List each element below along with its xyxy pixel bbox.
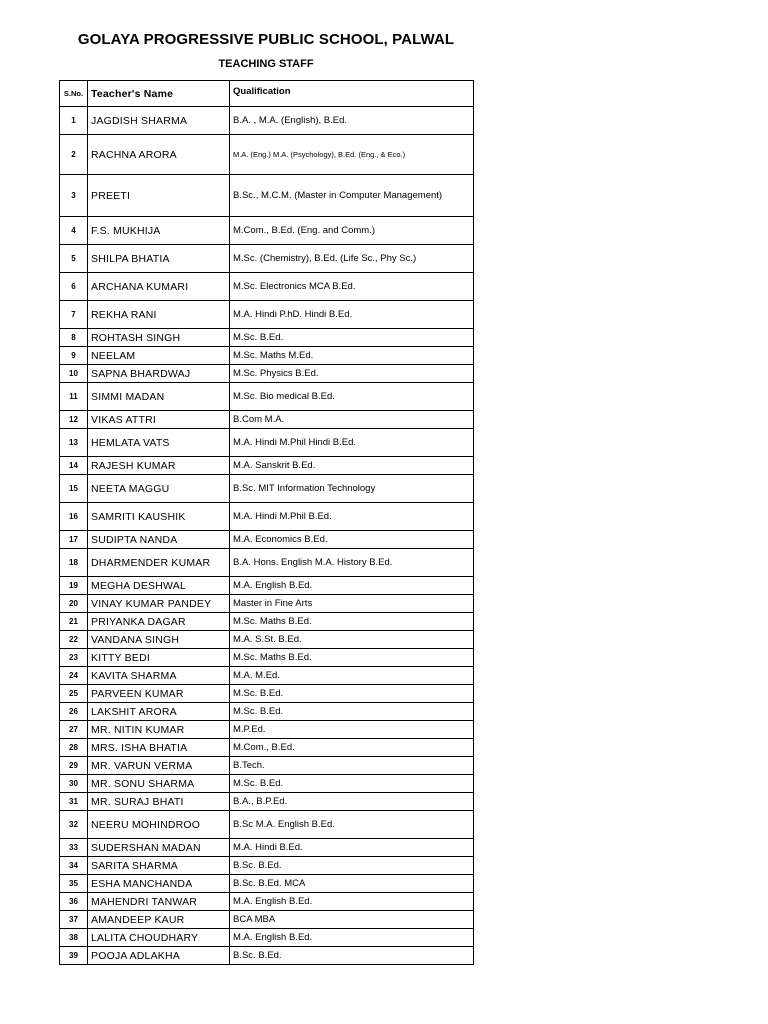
row-sno: 27 <box>60 721 88 739</box>
row-qualification: M.Sc. Maths B.Ed. <box>230 649 474 667</box>
row-sno: 5 <box>60 245 88 273</box>
row-name: VANDANA SINGH <box>88 631 230 649</box>
row-qualification: M.A. Hindi P.hD. Hindi B.Ed. <box>230 301 474 329</box>
table-row <box>60 329 474 347</box>
table-row <box>60 365 474 383</box>
row-name: HEMLATA VATS <box>88 429 230 457</box>
table-row <box>60 793 474 811</box>
row-sno: 26 <box>60 703 88 721</box>
table-row <box>60 839 474 857</box>
row-name: PRIYANKA DAGAR <box>88 613 230 631</box>
row-qualification: B.Tech. <box>230 757 474 775</box>
table-row <box>60 631 474 649</box>
row-sno: 15 <box>60 475 88 503</box>
row-name: NEETA MAGGU <box>88 475 230 503</box>
row-qualification: M.Sc. B.Ed. <box>230 685 474 703</box>
row-sno: 4 <box>60 217 88 245</box>
row-name: SIMMI MADAN <box>88 383 230 411</box>
row-qualification: M.Sc. Maths B.Ed. <box>230 613 474 631</box>
row-qualification: B.Sc., M.C.M. (Master in Computer Management) <box>230 175 474 217</box>
row-qualification: Master in Fine Arts <box>230 595 474 613</box>
row-qualification: M.A. Hindi M.Phil Hindi B.Ed. <box>230 429 474 457</box>
row-name: REKHA RANI <box>88 301 230 329</box>
table-row <box>60 875 474 893</box>
row-qualification: M.Com., B.Ed. <box>230 739 474 757</box>
row-name: NEELAM <box>88 347 230 365</box>
section-title: TEACHING STAFF <box>218 58 314 70</box>
table-row <box>60 613 474 631</box>
table-row <box>60 757 474 775</box>
row-name: SARITA SHARMA <box>88 857 230 875</box>
teaching-staff-table <box>59 80 474 965</box>
column-header-qualification: Qualification <box>230 81 474 107</box>
row-sno: 35 <box>60 875 88 893</box>
table-row <box>60 947 474 965</box>
row-name: KAVITA SHARMA <box>88 667 230 685</box>
row-sno: 6 <box>60 273 88 301</box>
row-sno: 7 <box>60 301 88 329</box>
row-sno: 14 <box>60 457 88 475</box>
row-sno: 32 <box>60 811 88 839</box>
row-name: SUDIPTA NANDA <box>88 531 230 549</box>
table-row <box>60 503 474 531</box>
column-header-name: Teacher's Name <box>88 81 230 107</box>
row-name: MR. SURAJ BHATI <box>88 793 230 811</box>
row-name: POOJA ADLAKHA <box>88 947 230 965</box>
row-sno: 17 <box>60 531 88 549</box>
row-name: KITTY BEDI <box>88 649 230 667</box>
table-row <box>60 531 474 549</box>
row-qualification: M.Sc. Physics B.Ed. <box>230 365 474 383</box>
row-sno: 37 <box>60 911 88 929</box>
table-row <box>60 411 474 429</box>
row-sno: 36 <box>60 893 88 911</box>
row-sno: 28 <box>60 739 88 757</box>
row-name: SHILPA BHATIA <box>88 245 230 273</box>
row-qualification: M.A. S.St. B.Ed. <box>230 631 474 649</box>
row-qualification: M.Sc. Maths M.Ed. <box>230 347 474 365</box>
row-sno: 1 <box>60 107 88 135</box>
row-qualification: B.Com M.A. <box>230 411 474 429</box>
row-name: VIKAS ATTRI <box>88 411 230 429</box>
row-sno: 19 <box>60 577 88 595</box>
row-qualification: M.A. English B.Ed. <box>230 577 474 595</box>
row-sno: 38 <box>60 929 88 947</box>
row-sno: 12 <box>60 411 88 429</box>
row-sno: 34 <box>60 857 88 875</box>
row-qualification: M.A. English B.Ed. <box>230 929 474 947</box>
row-qualification: M.A. Hindi M.Phil B.Ed. <box>230 503 474 531</box>
table-row <box>60 893 474 911</box>
table-row <box>60 911 474 929</box>
row-name: RACHNA ARORA <box>88 135 230 175</box>
row-name: PARVEEN KUMAR <box>88 685 230 703</box>
table-row <box>60 667 474 685</box>
row-qualification: M.A. M.Ed. <box>230 667 474 685</box>
table-header-row <box>60 81 474 107</box>
row-sno: 11 <box>60 383 88 411</box>
row-name: LALITA CHOUDHARY <box>88 929 230 947</box>
row-qualification: B.A. Hons. English M.A. History B.Ed. <box>230 549 474 577</box>
row-name: RAJESH KUMAR <box>88 457 230 475</box>
row-name: DHARMENDER KUMAR <box>88 549 230 577</box>
row-name: MRS. ISHA BHATIA <box>88 739 230 757</box>
row-sno: 10 <box>60 365 88 383</box>
row-name: NEERU MOHINDROO <box>88 811 230 839</box>
row-qualification: M.A. (Eng.) M.A. (Psychology), B.Ed. (Eng., & Eco.) <box>230 135 474 175</box>
row-qualification: M.Com., B.Ed. (Eng. and Comm.) <box>230 217 474 245</box>
row-name: ROHTASH SINGH <box>88 329 230 347</box>
row-qualification: M.Sc. B.Ed. <box>230 775 474 793</box>
row-name: VINAY KUMAR PANDEY <box>88 595 230 613</box>
row-sno: 9 <box>60 347 88 365</box>
table-row <box>60 703 474 721</box>
row-sno: 8 <box>60 329 88 347</box>
row-name: MR. SONU SHARMA <box>88 775 230 793</box>
table-row <box>60 301 474 329</box>
row-qualification: M.A. Sanskrit B.Ed. <box>230 457 474 475</box>
row-name: SAMRITI KAUSHIK <box>88 503 230 531</box>
row-qualification: M.Sc. B.Ed. <box>230 329 474 347</box>
table-row <box>60 245 474 273</box>
row-name: MR. NITIN KUMAR <box>88 721 230 739</box>
table-row <box>60 475 474 503</box>
table-row <box>60 811 474 839</box>
row-sno: 20 <box>60 595 88 613</box>
row-qualification: M.Sc. Electronics MCA B.Ed. <box>230 273 474 301</box>
row-qualification: M.A. English B.Ed. <box>230 893 474 911</box>
row-sno: 22 <box>60 631 88 649</box>
row-sno: 2 <box>60 135 88 175</box>
table-row <box>60 739 474 757</box>
row-qualification: BCA MBA <box>230 911 474 929</box>
table-row <box>60 929 474 947</box>
table-row <box>60 175 474 217</box>
table-row <box>60 685 474 703</box>
table-row <box>60 595 474 613</box>
row-qualification: B.A., B.P.Ed. <box>230 793 474 811</box>
row-sno: 13 <box>60 429 88 457</box>
table-row <box>60 273 474 301</box>
row-qualification: M.Sc. (Chemistry), B.Ed. (Life Sc., Phy Sc.) <box>230 245 474 273</box>
row-name: F.S. MUKHIJA <box>88 217 230 245</box>
table-row <box>60 649 474 667</box>
row-qualification: B.Sc. MIT Information Technology <box>230 475 474 503</box>
table-row <box>60 857 474 875</box>
table-row <box>60 383 474 411</box>
row-sno: 3 <box>60 175 88 217</box>
row-sno: 31 <box>60 793 88 811</box>
school-title: GOLAYA PROGRESSIVE PUBLIC SCHOOL, PALWAL <box>77 31 455 48</box>
table-row <box>60 429 474 457</box>
row-sno: 29 <box>60 757 88 775</box>
table-row <box>60 135 474 175</box>
row-name: ESHA MANCHANDA <box>88 875 230 893</box>
row-qualification: B.A. , M.A. (English), B.Ed. <box>230 107 474 135</box>
table-row <box>60 549 474 577</box>
row-name: MAHENDRI TANWAR <box>88 893 230 911</box>
table-row <box>60 347 474 365</box>
row-sno: 21 <box>60 613 88 631</box>
column-header-sno: S.No. <box>60 81 88 107</box>
row-sno: 18 <box>60 549 88 577</box>
row-name: JAGDISH SHARMA <box>88 107 230 135</box>
row-name: PREETI <box>88 175 230 217</box>
row-name: SAPNA BHARDWAJ <box>88 365 230 383</box>
row-qualification: B.Sc. B.Ed. <box>230 947 474 965</box>
table-row <box>60 217 474 245</box>
row-qualification: M.P.Ed. <box>230 721 474 739</box>
row-name: ARCHANA KUMARI <box>88 273 230 301</box>
row-name: LAKSHIT ARORA <box>88 703 230 721</box>
table-row <box>60 775 474 793</box>
row-qualification: M.Sc. Bio medical B.Ed. <box>230 383 474 411</box>
table-row <box>60 721 474 739</box>
row-name: MEGHA DESHWAL <box>88 577 230 595</box>
table-row <box>60 577 474 595</box>
row-name: MR. VARUN VERMA <box>88 757 230 775</box>
row-qualification: B.Sc M.A. English B.Ed. <box>230 811 474 839</box>
row-qualification: M.A. Hindi B.Ed. <box>230 839 474 857</box>
row-sno: 16 <box>60 503 88 531</box>
row-sno: 30 <box>60 775 88 793</box>
row-name: AMANDEEP KAUR <box>88 911 230 929</box>
row-sno: 24 <box>60 667 88 685</box>
row-qualification: B.Sc. B.Ed. <box>230 857 474 875</box>
row-sno: 23 <box>60 649 88 667</box>
row-qualification: M.Sc. B.Ed. <box>230 703 474 721</box>
row-sno: 39 <box>60 947 88 965</box>
table-row <box>60 457 474 475</box>
table-row <box>60 107 474 135</box>
row-name: SUDERSHAN MADAN <box>88 839 230 857</box>
row-sno: 25 <box>60 685 88 703</box>
row-sno: 33 <box>60 839 88 857</box>
row-qualification: M.A. Economics B.Ed. <box>230 531 474 549</box>
row-qualification: B.Sc. B.Ed. MCA <box>230 875 474 893</box>
